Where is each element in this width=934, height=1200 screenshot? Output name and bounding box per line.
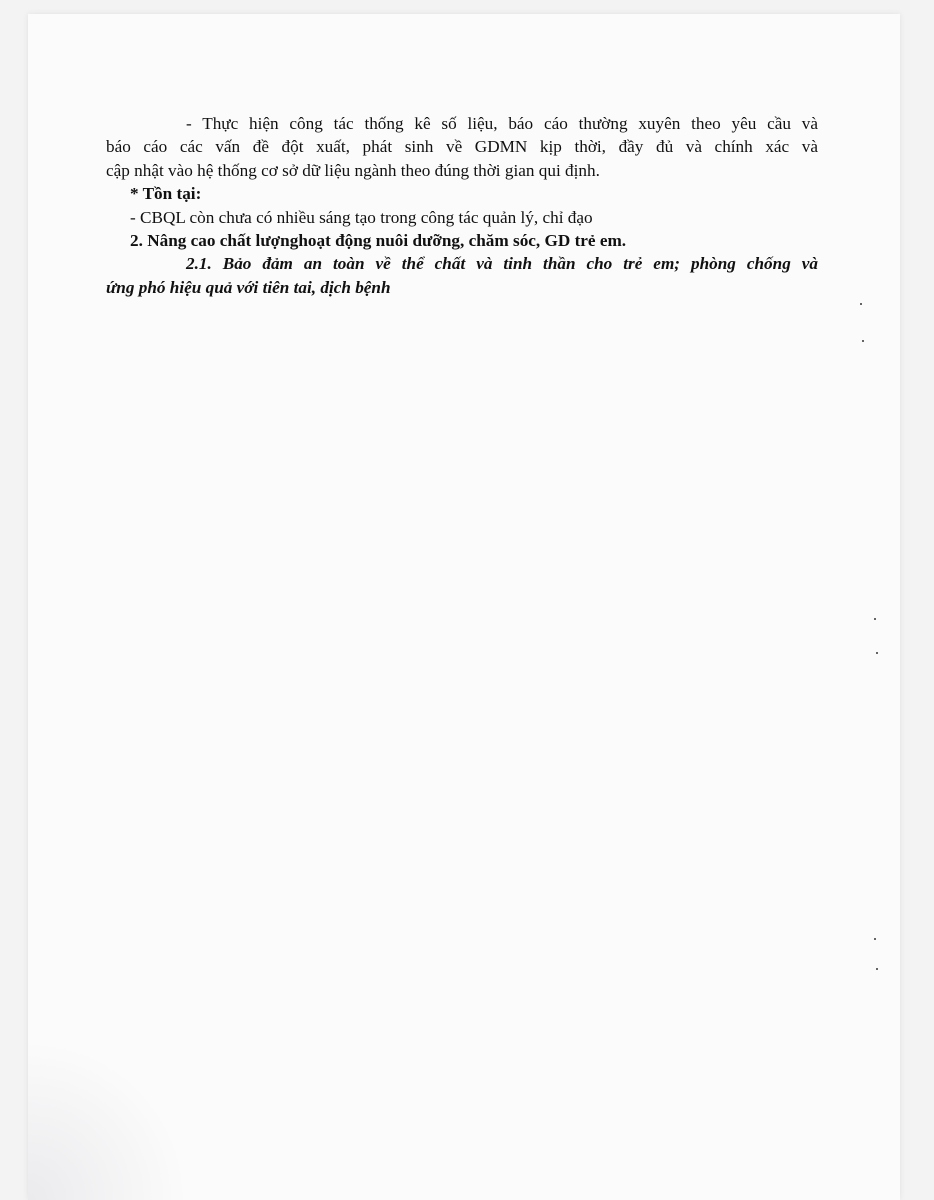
scan-speck [874, 938, 876, 940]
scan-speck [876, 968, 878, 970]
section-2-heading: 2. Nâng cao chất lượnghoạt động nuôi dưỡng, chăm sóc, GD trẻ em. [130, 231, 627, 251]
ton-tai-item: - CBQL còn chưa có nhiều sáng tạo trong công tác quản lý, chỉ đạo [130, 207, 593, 227]
paragraph-line: báo cáo các vấn đề đột xuất, phát sinh về GDMN kịp thời, đầy đủ và chính xác và [106, 137, 818, 157]
scan-speck [862, 340, 864, 342]
scan-speck [874, 618, 876, 620]
scan-speck [876, 652, 878, 654]
ton-tai-heading: * Tồn tại: [130, 184, 202, 204]
scan-speck [860, 303, 862, 305]
paragraph-line: cập nhật vào hệ thống cơ sở dữ liệu ngành theo đúng thời gian qui định. [106, 160, 600, 180]
scan-shadow [28, 1040, 188, 1200]
section-2-1-heading: 2.1. Bảo đảm an toàn về thể chất và tinh thần cho trẻ em; phòng chống và [186, 254, 818, 274]
paragraph-line: - Thực hiện công tác thống kê số liệu, báo cáo thường xuyên theo yêu cầu và [186, 114, 818, 133]
section-2-1-heading-cont: ứng phó hiệu quả với tiên tai, dịch bệnh [106, 277, 391, 297]
document-body [106, 112, 818, 299]
